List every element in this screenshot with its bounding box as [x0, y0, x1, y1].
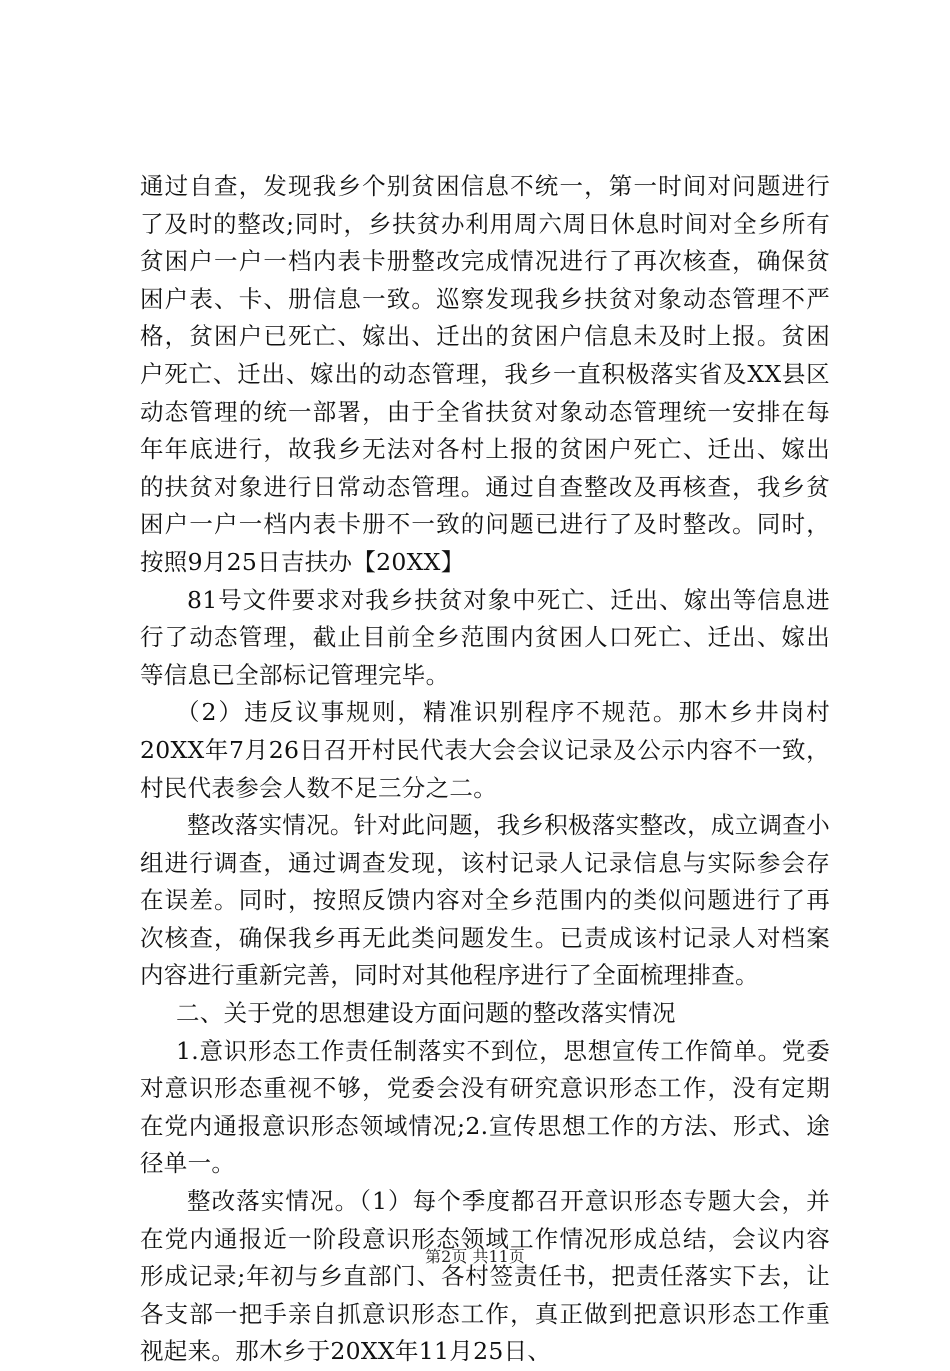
- paragraph-2: 81号文件要求对我乡扶贫对象中死亡、迁出、嫁出等信息进行了动态管理，截止目前全乡范围内贫困人口死亡、迁出、嫁出等信息已全部标记管理完毕。: [140, 585, 830, 689]
- page-footer: 第2页 共11页: [425, 1247, 525, 1266]
- paragraph-7: 整改落实情况。（1）每个季度都召开意识形态专题大会，并在党内通报近一阶段意识形态领域工作情况形成总结，会议内容形成记录;年初与乡直部门、各村签责任书，把责任落实下去，让各支部一把手亲自抓意识形态工作，真正做到把意识形态工作重视起来。那木乡于20XX年11月25日、: [140, 1187, 830, 1366]
- section-heading: 二、关于党的思想建设方面问题的整改落实情况: [176, 999, 676, 1028]
- paragraph-4: 整改落实情况。针对此问题，我乡积极落实整改，成立调查小组进行调查，通过调查发现，该村记录人记录信息与实际参会存在误差。同时，按照反馈内容对全乡范围内的类似问题进行了再次核查，确保我乡再无此类问题发生。已责成该村记录人对档案内容进行重新完善，同时对其他程序进行了全面梳理排查。: [140, 811, 830, 990]
- paragraph-6: 1.意识形态工作责任制落实不到位，思想宣传工作简单。党委对意识形态重视不够，党委会没有研究意识形态工作，没有定期在党内通报意识形态领域情况;2.宣传思想工作的方法、形式、途径单一。: [140, 1036, 830, 1178]
- paragraph-1: 通过自查，发现我乡个别贫困信息不统一，第一时间对问题进行了及时的整改;同时，乡扶贫办利用周六周日休息时间对全乡所有贫困户一户一档内表卡册整改完成情况进行了再次核查，确保贫困户表、卡、册信息一致。巡察发现我乡扶贫对象动态管理不严格，贫困户已死亡、嫁出、迁出的贫困户信息未及时上报。贫困户死亡、迁出、嫁出的动态管理，我乡一直积极落实省及XX县区动态管理的统一部署，由于全省扶贫对象动态管理统一安排在每年年底进行，故我乡无法对各村上报的贫困户死亡、迁出、嫁出的扶贫对象进行日常动态管理。通过自查整改及再核查，我乡贫困户一户一档内表卡册不一致的问题已进行了及时整改。同时，按照9月25日吉扶办【20XX】: [140, 172, 830, 576]
- paragraph-3: （2）违反议事规则，精准识别程序不规范。那木乡井岗村20XX年7月26日召开村民代表大会会议记录及公示内容不一致，村民代表参会人数不足三分之二。: [140, 698, 830, 802]
- document-body: [140, 168, 830, 1371]
